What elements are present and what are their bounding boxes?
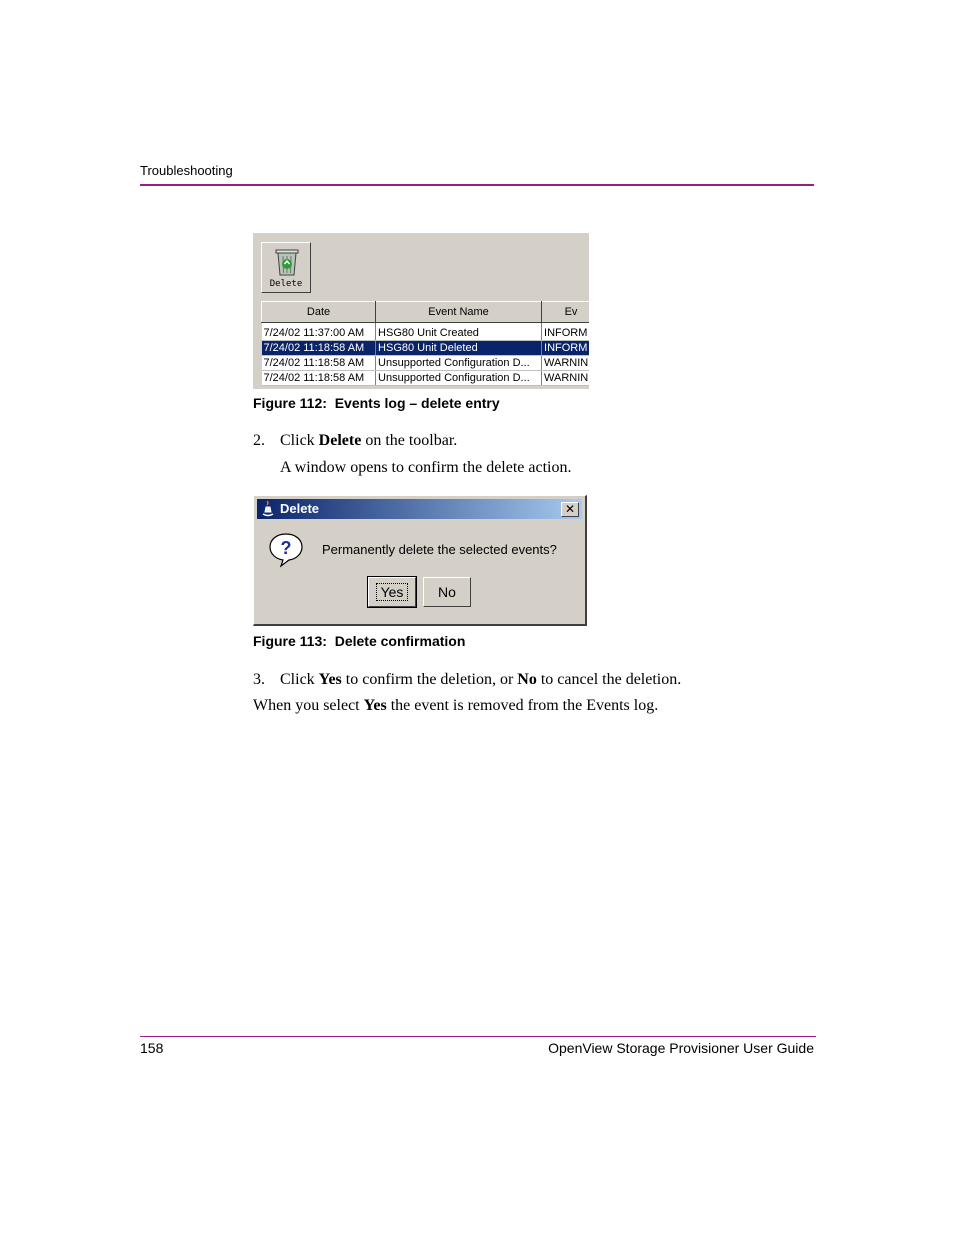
step-2-bold: Delete bbox=[318, 432, 362, 449]
figure-112-caption bbox=[253, 395, 500, 411]
closing-bold: Yes bbox=[363, 697, 387, 714]
figure-113-caption bbox=[253, 633, 465, 649]
cell-date: 7/24/02 11:18:58 AM bbox=[262, 341, 376, 356]
page-number: 158 bbox=[140, 1040, 164, 1056]
column-header-event-type[interactable]: Ev bbox=[542, 302, 589, 323]
closing-pre: When you select bbox=[253, 697, 364, 714]
table-row[interactable] bbox=[262, 371, 590, 386]
step-3-bold-no: No bbox=[517, 671, 537, 688]
close-button[interactable] bbox=[561, 502, 579, 517]
delete-toolbar-button[interactable] bbox=[261, 242, 311, 293]
cell-event-name: Unsupported Configuration D... bbox=[376, 356, 542, 371]
guide-title: OpenView Storage Provisioner User Guide bbox=[548, 1040, 814, 1056]
step-3-number: 3. bbox=[253, 671, 265, 688]
figure-112-title: Events log – delete entry bbox=[334, 395, 500, 411]
dialog-title: Delete bbox=[280, 501, 320, 516]
header-rule bbox=[140, 184, 814, 186]
question-icon bbox=[268, 532, 304, 568]
no-button-label: No bbox=[438, 584, 456, 600]
cell-event-name: HSG80 Unit Deleted bbox=[376, 341, 542, 356]
step-3-text bbox=[280, 671, 681, 689]
figure-113-title: Delete confirmation bbox=[334, 633, 466, 649]
step-2-post: on the toolbar. bbox=[361, 432, 458, 449]
cell-event-type: INFORM bbox=[542, 341, 589, 356]
events-log-screenshot bbox=[253, 233, 589, 389]
column-header-event-name[interactable]: Event Name bbox=[376, 302, 542, 323]
step-3-mid: to confirm the deletion, or bbox=[341, 671, 518, 688]
figure-112-label: Figure 112: bbox=[253, 395, 327, 411]
step-3 bbox=[253, 671, 265, 689]
yes-button-label: Yes bbox=[376, 583, 409, 601]
figure-113-label: Figure 113: bbox=[253, 633, 327, 649]
no-button[interactable] bbox=[423, 577, 471, 607]
cell-date: 7/24/02 11:18:58 AM bbox=[262, 371, 376, 386]
cell-event-type: INFORM bbox=[542, 326, 589, 341]
events-table bbox=[261, 301, 589, 386]
step-2 bbox=[253, 432, 265, 450]
closing-paragraph bbox=[253, 697, 658, 715]
table-row[interactable] bbox=[262, 326, 590, 341]
delete-confirmation-dialog bbox=[253, 495, 587, 626]
cell-event-name: HSG80 Unit Created bbox=[376, 326, 542, 341]
cell-date: 7/24/02 11:37:00 AM bbox=[262, 326, 376, 341]
step-2-result: A window opens to confirm the delete action. bbox=[280, 459, 572, 476]
closing-post: the event is removed from the Events log. bbox=[386, 697, 659, 714]
column-header-date[interactable]: Date bbox=[262, 302, 376, 323]
dialog-titlebar[interactable] bbox=[257, 499, 582, 519]
step-2-text bbox=[280, 432, 457, 450]
dialog-message: Permanently delete the selected events? bbox=[322, 542, 557, 557]
svg-text:?: ? bbox=[280, 538, 292, 558]
step-2-pre: Click bbox=[280, 432, 319, 449]
cell-date: 7/24/02 11:18:58 AM bbox=[262, 356, 376, 371]
table-row[interactable] bbox=[262, 356, 590, 371]
step-3-pre: Click bbox=[280, 671, 319, 688]
step-3-bold-yes: Yes bbox=[318, 671, 342, 688]
step-3-post: to cancel the deletion. bbox=[536, 671, 682, 688]
running-header: Troubleshooting bbox=[140, 163, 233, 178]
step-2-number: 2. bbox=[253, 432, 265, 449]
yes-button[interactable] bbox=[368, 577, 416, 607]
recycle-bin-icon bbox=[275, 247, 299, 277]
delete-toolbar-label: Delete bbox=[269, 279, 303, 289]
cell-event-name: Unsupported Configuration D... bbox=[376, 371, 542, 386]
java-app-icon bbox=[260, 501, 276, 517]
table-row-selected[interactable] bbox=[262, 341, 590, 356]
cell-event-type: WARNIN bbox=[542, 371, 589, 386]
cell-event-type: WARNIN bbox=[542, 356, 589, 371]
close-icon: ✕ bbox=[564, 502, 576, 516]
footer-rule bbox=[140, 1036, 816, 1037]
